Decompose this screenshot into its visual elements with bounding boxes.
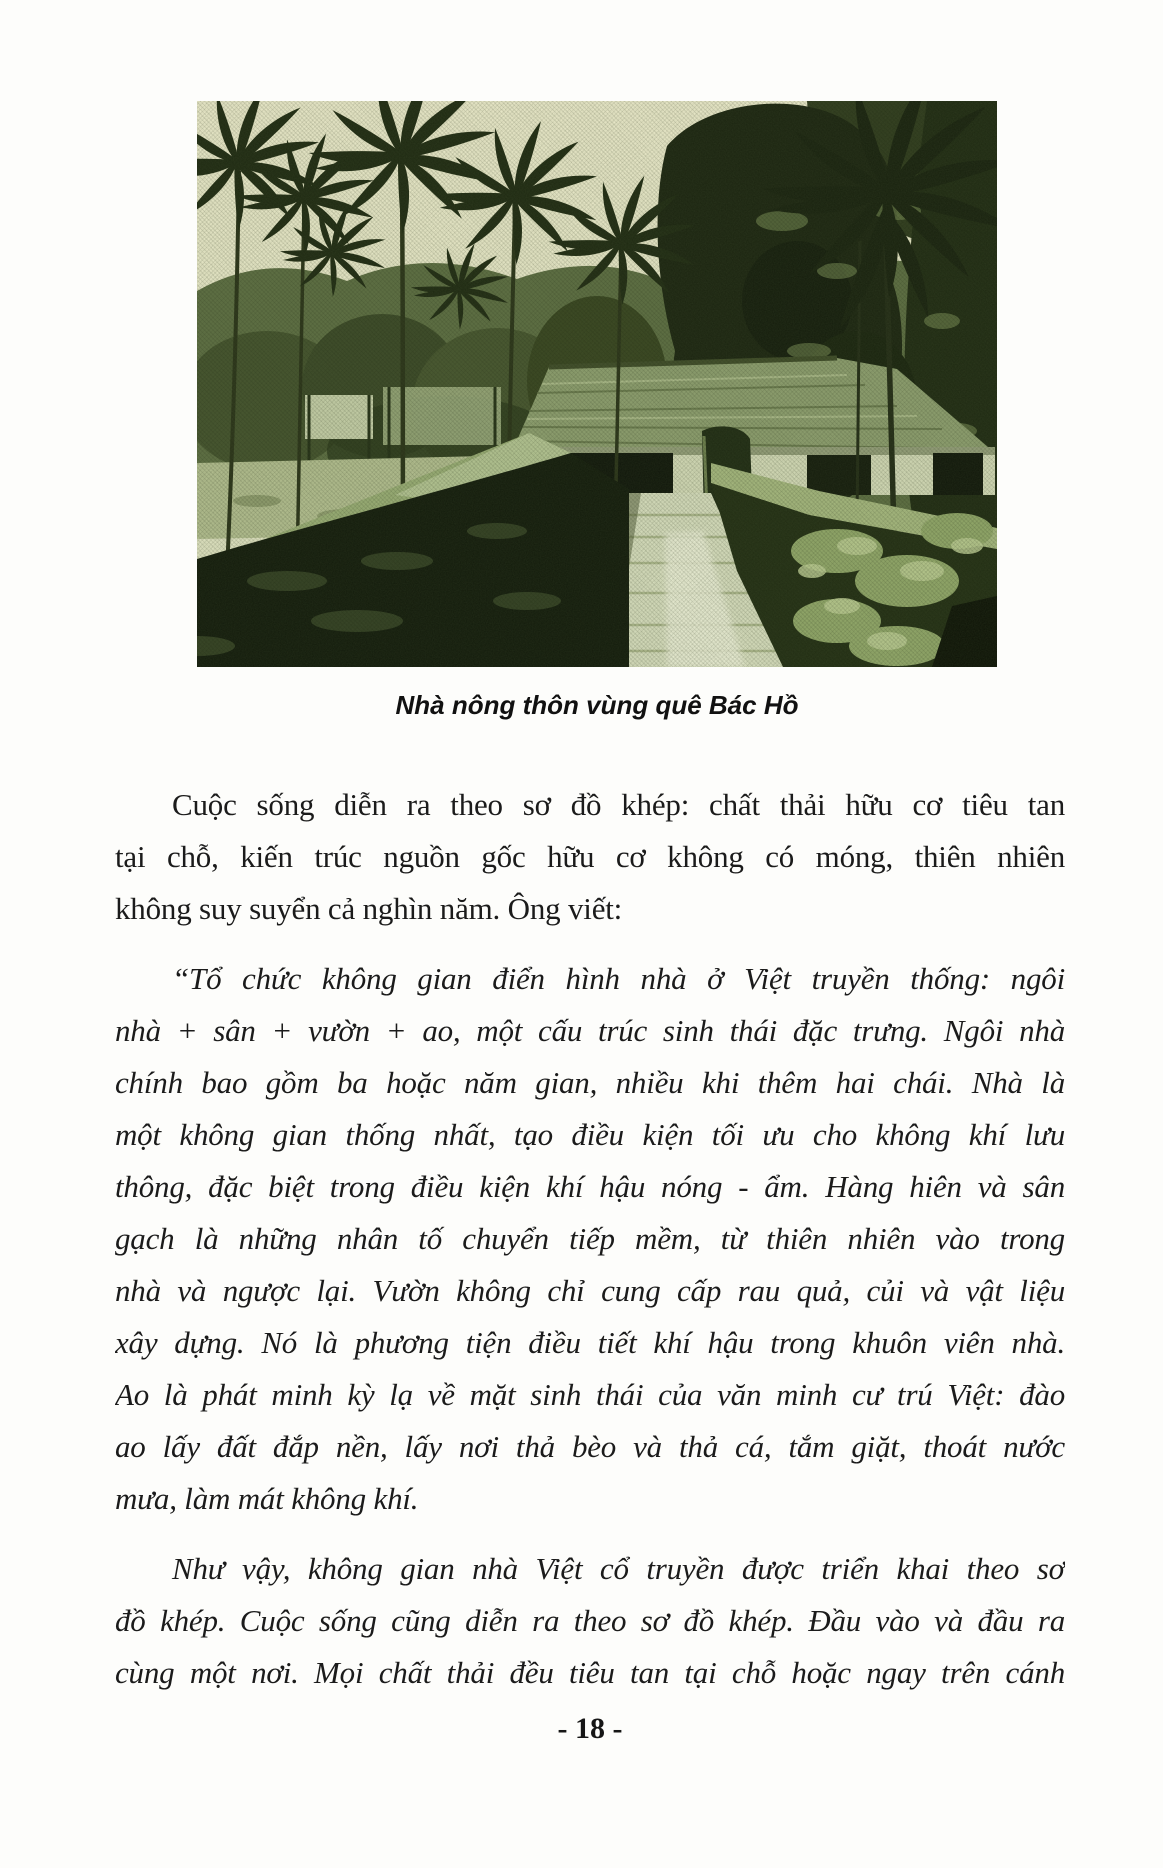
text-line: nhà và ngược lại. Vườn không chỉ cung cấp rau quả, củi và vật liệu bbox=[115, 1273, 1065, 1308]
text-line: thông, đặc biệt trong điều kiện khí hậu nóng - ẩm. Hàng hiên và sân bbox=[115, 1169, 1065, 1204]
text-line: chính bao gồm ba hoặc năm gian, nhiều khi thêm hai chái. Nhà là bbox=[115, 1065, 1065, 1100]
text-line: ao lấy đất đắp nền, lấy nơi thả bèo và thả cá, tắm giặt, thoát nước bbox=[115, 1429, 1065, 1464]
text-line: cùng một nơi. Mọi chất thải đều tiêu tan tại chỗ hoặc ngay trên cánh bbox=[115, 1655, 1065, 1690]
paragraph-3 bbox=[115, 1543, 1065, 1699]
text-line: gạch là những nhân tố chuyển tiếp mềm, từ thiên nhiên vào trong bbox=[115, 1221, 1065, 1256]
text-line: nhà + sân + vườn + ao, một cấu trúc sinh thái đặc trưng. Ngôi nhà bbox=[115, 1013, 1065, 1048]
text-line: mưa, làm mát không khí. bbox=[115, 1481, 419, 1516]
paragraph-2-quote bbox=[115, 953, 1065, 1525]
village-photo bbox=[197, 101, 997, 667]
text-line: xây dựng. Nó là phương tiện điều tiết khí hậu trong khuôn viên nhà. bbox=[115, 1325, 1065, 1360]
text-line: “Tổ chức không gian điển hình nhà ở Việt truyền thống: ngôi bbox=[172, 961, 1065, 996]
text-line: tại chỗ, kiến trúc nguồn gốc hữu cơ không có móng, thiên nhiên bbox=[115, 839, 1065, 874]
text-line: Như vậy, không gian nhà Việt cổ truyền được triển khai theo sơ bbox=[172, 1551, 1065, 1586]
text-line: không suy suyển cả nghìn năm. Ông viết: bbox=[115, 891, 623, 926]
paragraph-1 bbox=[115, 779, 1065, 935]
text-line: đồ khép. Cuộc sống cũng diễn ra theo sơ đồ khép. Đầu vào và đầu ra bbox=[115, 1603, 1065, 1638]
text-line: Cuộc sống diễn ra theo sơ đồ khép: chất thải hữu cơ tiêu tan bbox=[172, 787, 1065, 822]
text-line: một không gian thống nhất, tạo điều kiện tối ưu cho không khí lưu bbox=[115, 1117, 1065, 1152]
page-number: - 18 - bbox=[557, 1712, 623, 1745]
body-text bbox=[115, 779, 1065, 1699]
photo-caption: Nhà nông thôn vùng quê Bác Hồ bbox=[395, 690, 799, 720]
text-line: Ao là phát minh kỳ lạ về mặt sinh thái của văn minh cư trú Việt: đào bbox=[115, 1377, 1065, 1412]
village-photo-illustration bbox=[197, 101, 997, 667]
